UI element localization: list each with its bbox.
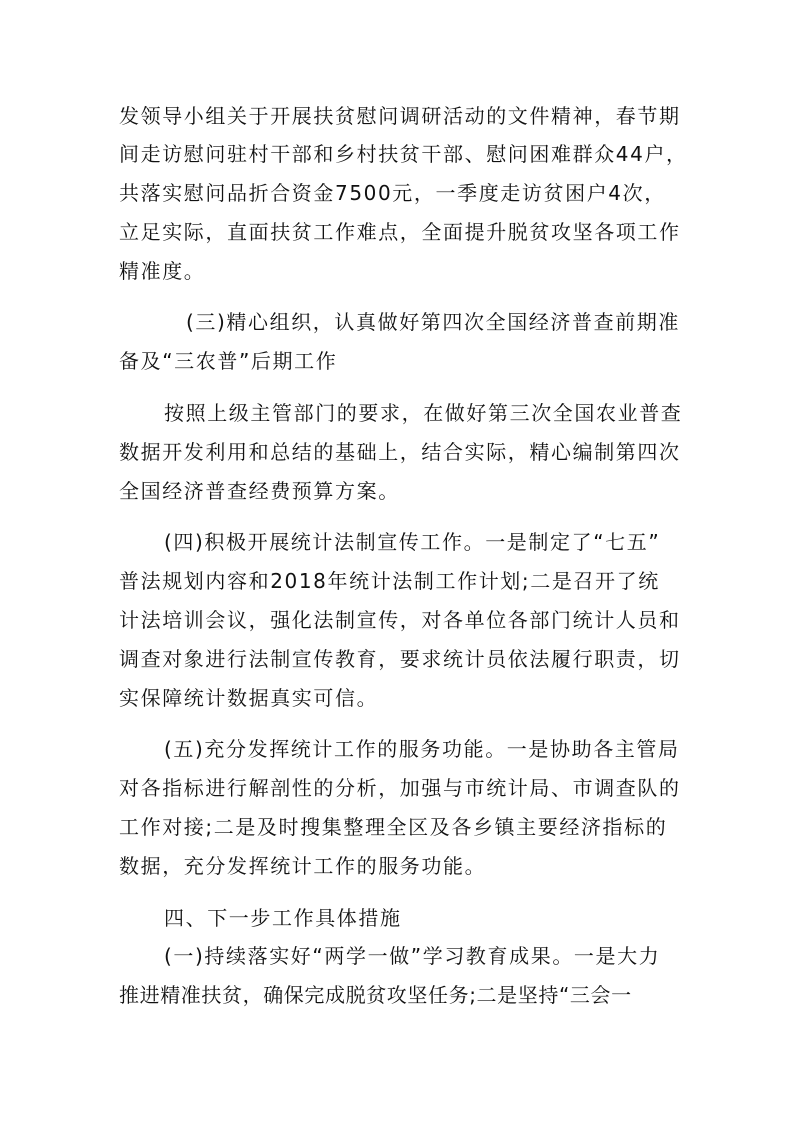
paragraph-line: 推进精准扶贫，确保完成脱贫攻坚任务;二是坚持“三会一 xyxy=(119,983,632,1007)
paragraph-line: 实保障统计数据真实可信。 xyxy=(119,686,379,710)
section-heading: (三)精心组织，认真做好第四次全国经济普查前期准 xyxy=(186,310,681,334)
paragraph-line: 立足实际，直面扶贫工作难点，全面提升脱贫攻坚各项工作 xyxy=(119,220,681,244)
paragraph-line: 工作对接;二是及时搜集整理全区及各乡镇主要经济指标的 xyxy=(119,815,668,839)
paragraph-line: 发领导小组关于开展扶贫慰问调研活动的文件精神，春节期 xyxy=(119,104,681,128)
paragraph-line: 数据，充分发挥统计工作的服务功能。 xyxy=(119,854,487,878)
paragraph-line: (四)积极开展统计法制宣传工作。一是制定了“七五” xyxy=(164,530,661,554)
paragraph-line: 按照上级主管部门的要求，在做好第三次全国农业普查 xyxy=(164,401,683,425)
section-heading: 四、下一步工作具体措施 xyxy=(164,906,402,930)
paragraph-line: 精准度。 xyxy=(119,259,206,283)
paragraph-line: (五)充分发挥统计工作的服务功能。一是协助各主管局 xyxy=(164,737,680,761)
section-heading-continuation: 备及“三农普”后期工作 xyxy=(119,349,338,373)
paragraph-line: 计法培训会议，强化法制宣传，对各单位各部门统计人员和 xyxy=(119,608,681,632)
paragraph-line: 普法规划内容和2018年统计法制工作计划;二是召开了统 xyxy=(119,569,660,593)
paragraph-line: 间走访慰问驻村干部和乡村扶贫干部、慰问困难群众44户， xyxy=(119,142,688,166)
paragraph-line: 调查对象进行法制宣传教育，要求统计员依法履行职责，切 xyxy=(119,647,681,671)
paragraph-line: (一)持续落实好“两学一做”学习教育成果。一是大力 xyxy=(164,944,661,968)
paragraph-line: 共落实慰问品折合资金7500元，一季度走访贫困户4次， xyxy=(119,181,666,205)
paragraph-line: 全国经济普查经费预算方案。 xyxy=(119,479,400,503)
paragraph-line: 数据开发利用和总结的基础上，结合实际，精心编制第四次 xyxy=(119,440,681,464)
paragraph-line: 对各指标进行解剖性的分析，加强与市统计局、市调查队的 xyxy=(119,776,681,800)
